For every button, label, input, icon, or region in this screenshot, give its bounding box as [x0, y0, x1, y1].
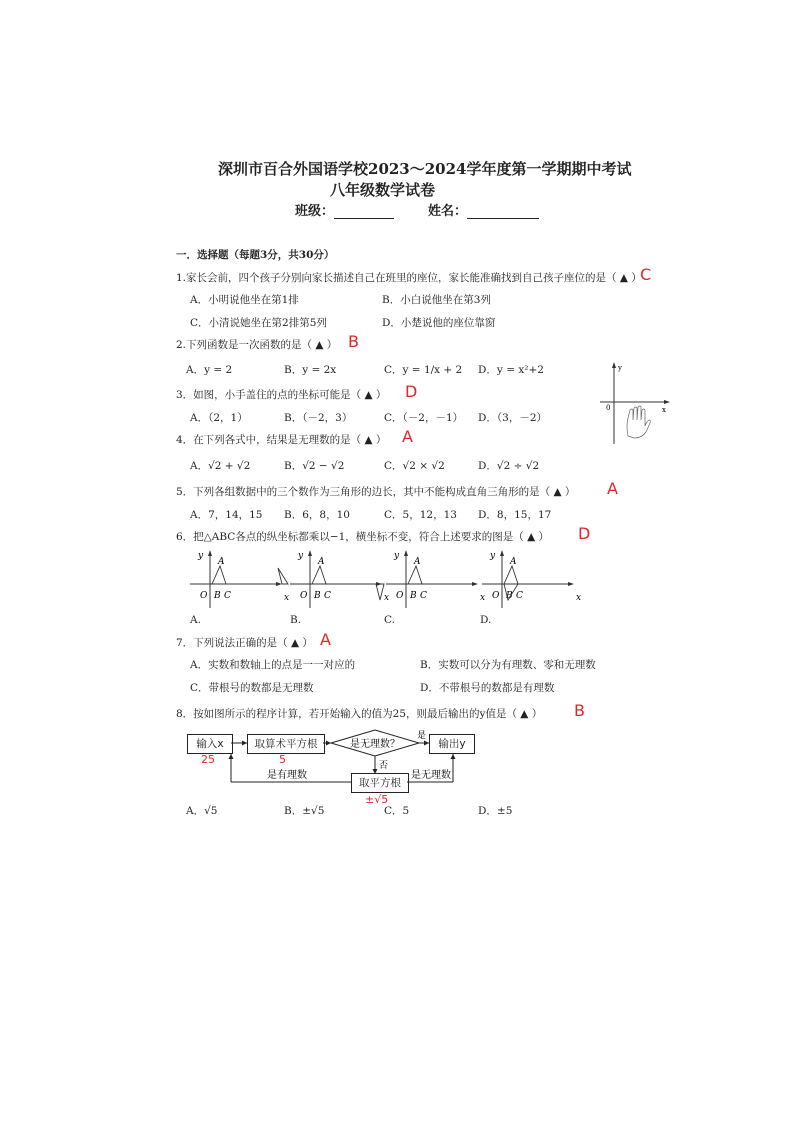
- q8-option-c: C．5: [384, 805, 410, 817]
- name-blank: [467, 206, 539, 219]
- q6-graph-y-label: y: [298, 551, 304, 561]
- q6-graph-a-label: A: [414, 557, 421, 567]
- q6-graph-c-label: C: [516, 591, 523, 601]
- q2-option-d: D．y = x²+2: [478, 364, 544, 376]
- q7-option-d: D．不带根号的数都是有理数: [420, 682, 555, 694]
- q6-graph-b-label: B: [214, 591, 221, 601]
- note-pm-value: ±√5: [365, 793, 389, 806]
- flow-no: 否: [379, 761, 389, 771]
- q4-answer: A: [402, 427, 413, 446]
- q6-graph-d: [482, 550, 581, 608]
- q3-graph-y: y: [618, 364, 622, 372]
- q1-option-d: D．小楚说他的座位靠窗: [382, 317, 496, 329]
- flow-arith-sqrt-box: 取算术平方根: [247, 734, 325, 754]
- flow-sqrt-box: 取平方根: [351, 773, 409, 793]
- q6-graph-c-label: C: [224, 591, 231, 601]
- section-title: 一．选择题（每题3分，共30分）: [176, 249, 335, 261]
- q5-option-d: D．8，15，17: [478, 509, 552, 521]
- q8-stem: 8．按如图所示的程序计算，若开始输入的值为25，则最后输出的y值是（ ▲ ）: [176, 708, 543, 720]
- q4-option-c: C．√2 × √2: [384, 460, 445, 472]
- q7-option-b: B．实数可以分为有理数、零和无理数: [420, 659, 596, 671]
- q8-option-b: B．±√5: [284, 805, 325, 817]
- q7-option-c: C．带根号的数都是无理数: [190, 682, 314, 694]
- q6-graph-c: [376, 550, 485, 608]
- flow-is-irrational: 是无理数？: [350, 739, 400, 750]
- q5-answer: A: [607, 479, 618, 498]
- flow-output-box: 输出y: [429, 734, 475, 754]
- q6-graph-y-label: y: [490, 551, 496, 561]
- q6-answer: D: [578, 524, 591, 543]
- q6-option-d: D.: [480, 614, 492, 626]
- hand-icon: [627, 406, 650, 438]
- q3-stem: 3．如图，小手盖住的点的坐标可能是（ ▲ ）: [176, 389, 387, 401]
- note-input-value: 25: [201, 753, 215, 766]
- q6-triangle: [376, 584, 384, 600]
- q6-graph-a-label: A: [318, 557, 325, 567]
- q6-graph-a-label: A: [510, 557, 517, 567]
- q6-graph-y-label: y: [394, 551, 400, 561]
- q6-graph-b-label: B: [314, 591, 321, 601]
- q6-option-a: A.: [190, 614, 201, 626]
- q4-option-d: D．√2 ÷ √2: [478, 460, 540, 472]
- q6-graphs: [190, 548, 590, 612]
- q1-answer: C: [640, 265, 652, 284]
- q8-option-d: D．±5: [478, 805, 513, 817]
- q5-option-b: B．6，8，10: [284, 509, 350, 521]
- q3-graph-x: x: [662, 406, 666, 414]
- q6-triangle: [312, 566, 326, 584]
- exam-title: 深圳市百合外国语学校2023～2024学年度第一学期期中考试: [218, 160, 632, 178]
- note-sqrt-value: 5: [279, 753, 286, 766]
- name-field: [428, 200, 539, 219]
- q6-graph-o-label: O: [200, 591, 208, 601]
- class-blank: [334, 206, 394, 219]
- q4-option-b: B．√2 − √2: [284, 460, 345, 472]
- q7-stem: 7．下列说法正确的是（ ▲ ）: [176, 637, 313, 649]
- q3-option-b: B．（－2，3）: [284, 412, 353, 424]
- q2-answer: B: [348, 332, 359, 351]
- q1-option-a: A．小明说他坐在第1排: [190, 294, 299, 306]
- q8-answer: B: [574, 701, 585, 720]
- q3-answer: D: [405, 382, 418, 401]
- q6-graph-o-label: O: [492, 591, 500, 601]
- q8-option-a: A．√5: [186, 805, 218, 817]
- q6-graph-a: [190, 550, 289, 608]
- exam-subtitle: 八年级数学试卷: [330, 181, 436, 199]
- class-label: 班级：: [295, 204, 335, 219]
- q6-triangle: [212, 566, 226, 584]
- q6-graph-x-label: x: [480, 593, 486, 603]
- q6-graph-b-label: B: [506, 591, 513, 601]
- q4-stem: 4．在下列各式中，结果是无理数的是（ ▲ ）: [176, 434, 387, 446]
- q5-stem: 5．下列各组数据中的三个数作为三角形的边长，其中不能构成直角三角形的是（ ▲ ）: [176, 486, 576, 498]
- q7-answer: A: [320, 630, 331, 649]
- q1-option-b: B．小白说他坐在第3列: [382, 294, 491, 306]
- q6-graph-a-label: A: [218, 557, 225, 567]
- q6-graph-x-label: x: [284, 593, 290, 603]
- q2-option-b: B．y = 2x: [284, 364, 337, 376]
- flow-is-rational: 是有理数: [267, 770, 307, 781]
- q6-graph-o-label: O: [396, 591, 404, 601]
- class-field: [295, 200, 394, 219]
- q6-triangle: [278, 568, 288, 584]
- q4-option-a: A．√2 + √2: [190, 460, 251, 472]
- flow-input-box: 输入x: [187, 734, 233, 754]
- name-label: 姓名：: [428, 204, 468, 219]
- q6-graph-b: [278, 550, 389, 608]
- flow-yes: 是: [417, 731, 427, 741]
- q3-option-c: C．（－2，－1）: [384, 412, 464, 424]
- q6-graph-x-label: x: [384, 593, 390, 603]
- q6-graph-x-label: x: [576, 593, 582, 603]
- q6-graph-c-label: C: [324, 591, 331, 601]
- q2-option-a: A．y = 2: [186, 364, 233, 376]
- q1-option-c: C．小清说她坐在第2排第5列: [190, 317, 327, 329]
- q7-option-a: A．实数和数轴上的点是一一对应的: [190, 659, 356, 671]
- q6-stem: 6．把△ABC各点的纵坐标都乘以−1，横坐标不变，符合上述要求的图是（ ▲ ）: [176, 531, 550, 543]
- q6-graph-c-label: C: [420, 591, 427, 601]
- q3-option-a: A．（2，1）: [190, 412, 248, 424]
- q3-option-d: D．（3，－2）: [478, 412, 548, 424]
- flow-is-irrational2: 是无理数: [411, 770, 451, 781]
- q2-option-c: C．y = 1/x + 2: [384, 364, 463, 376]
- q6-triangle: [408, 566, 422, 584]
- q5-option-a: A．7，14，15: [190, 509, 263, 521]
- q5-option-c: C．5，12，13: [384, 509, 457, 521]
- q6-triangle: [504, 566, 518, 584]
- q6-graph-b-label: B: [410, 591, 417, 601]
- q3-graph-o: 0: [606, 404, 611, 412]
- q2-stem: 2.下列函数是一次函数的是（ ▲ ）: [176, 339, 338, 351]
- q6-option-c: C.: [384, 614, 395, 626]
- q6-graph-o-label: O: [300, 591, 308, 601]
- q3-coordinate-graph: [600, 360, 672, 446]
- q1-stem: 1.家长会前，四个孩子分别向家长描述自己在班里的座位，家长能准确找到自己孩子座位的是（ ▲ ）: [176, 272, 642, 284]
- q6-option-b: B.: [290, 614, 302, 626]
- q6-graph-y-label: y: [198, 551, 204, 561]
